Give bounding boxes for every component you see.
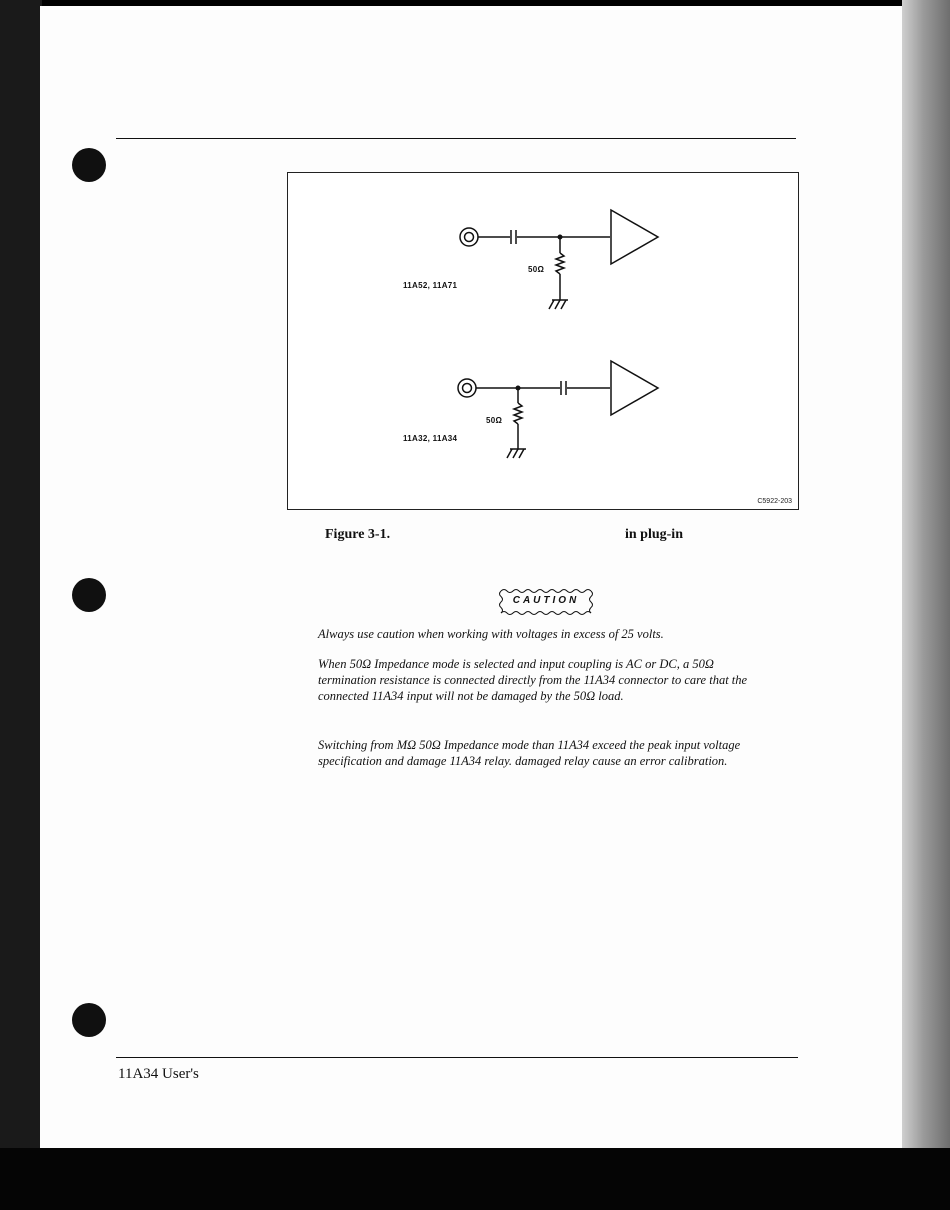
top-circuit-label: 11A52, 11A71 bbox=[403, 281, 458, 290]
scan-border-right bbox=[902, 0, 950, 1210]
punch-hole bbox=[72, 148, 106, 182]
figure-caption-fragment: in plug-in bbox=[625, 527, 683, 542]
footer-manual-title: 11A34 User's bbox=[118, 1066, 199, 1082]
resistor-icon bbox=[556, 253, 564, 274]
bottom-resistor-label: 50Ω bbox=[486, 416, 503, 425]
caution-paragraph-3 bbox=[318, 737, 758, 769]
bottom-circuit-label: 11A32, 11A34 bbox=[403, 434, 458, 443]
scan-border-left bbox=[0, 0, 42, 1210]
caution-heading: CAUTION bbox=[512, 595, 580, 606]
figure-code: C5922-203 bbox=[757, 498, 792, 505]
bnc-connector-icon bbox=[458, 379, 476, 397]
amplifier-icon bbox=[611, 361, 658, 415]
figure-caption-number: Figure 3-1. bbox=[325, 527, 391, 542]
input-coupling-schematic bbox=[288, 173, 798, 509]
header-rule bbox=[116, 138, 796, 139]
caution-paragraph-1 bbox=[318, 626, 758, 642]
footer-rule bbox=[116, 1057, 798, 1058]
caution-paragraph-2 bbox=[318, 656, 758, 704]
caution-text: Always use caution when working with voltages in excess of 25 volts. bbox=[318, 627, 664, 641]
scan-border-bottom bbox=[0, 1148, 950, 1210]
caution-text: Switching from MΩ 50Ω Impedance mode than 11A34 exceed the peak input voltage specification and damage 11A34 relay. damaged relay cause an error calibration. bbox=[318, 738, 741, 768]
punch-hole bbox=[72, 578, 106, 612]
bnc-connector-icon bbox=[460, 228, 478, 246]
resistor-icon bbox=[514, 403, 522, 424]
caution-text: When 50Ω Impedance mode is selected and input coupling is AC or DC, a 50Ω termination resistance is connected directly from the 11A34 connector to care that the connected 11A34 input will not be damaged by the 50Ω load. bbox=[318, 657, 748, 703]
punch-hole bbox=[72, 1003, 106, 1037]
circuit-figure bbox=[287, 172, 799, 510]
caution-banner bbox=[497, 587, 595, 617]
top-resistor-label: 50Ω bbox=[528, 265, 545, 274]
amplifier-icon bbox=[611, 210, 658, 264]
